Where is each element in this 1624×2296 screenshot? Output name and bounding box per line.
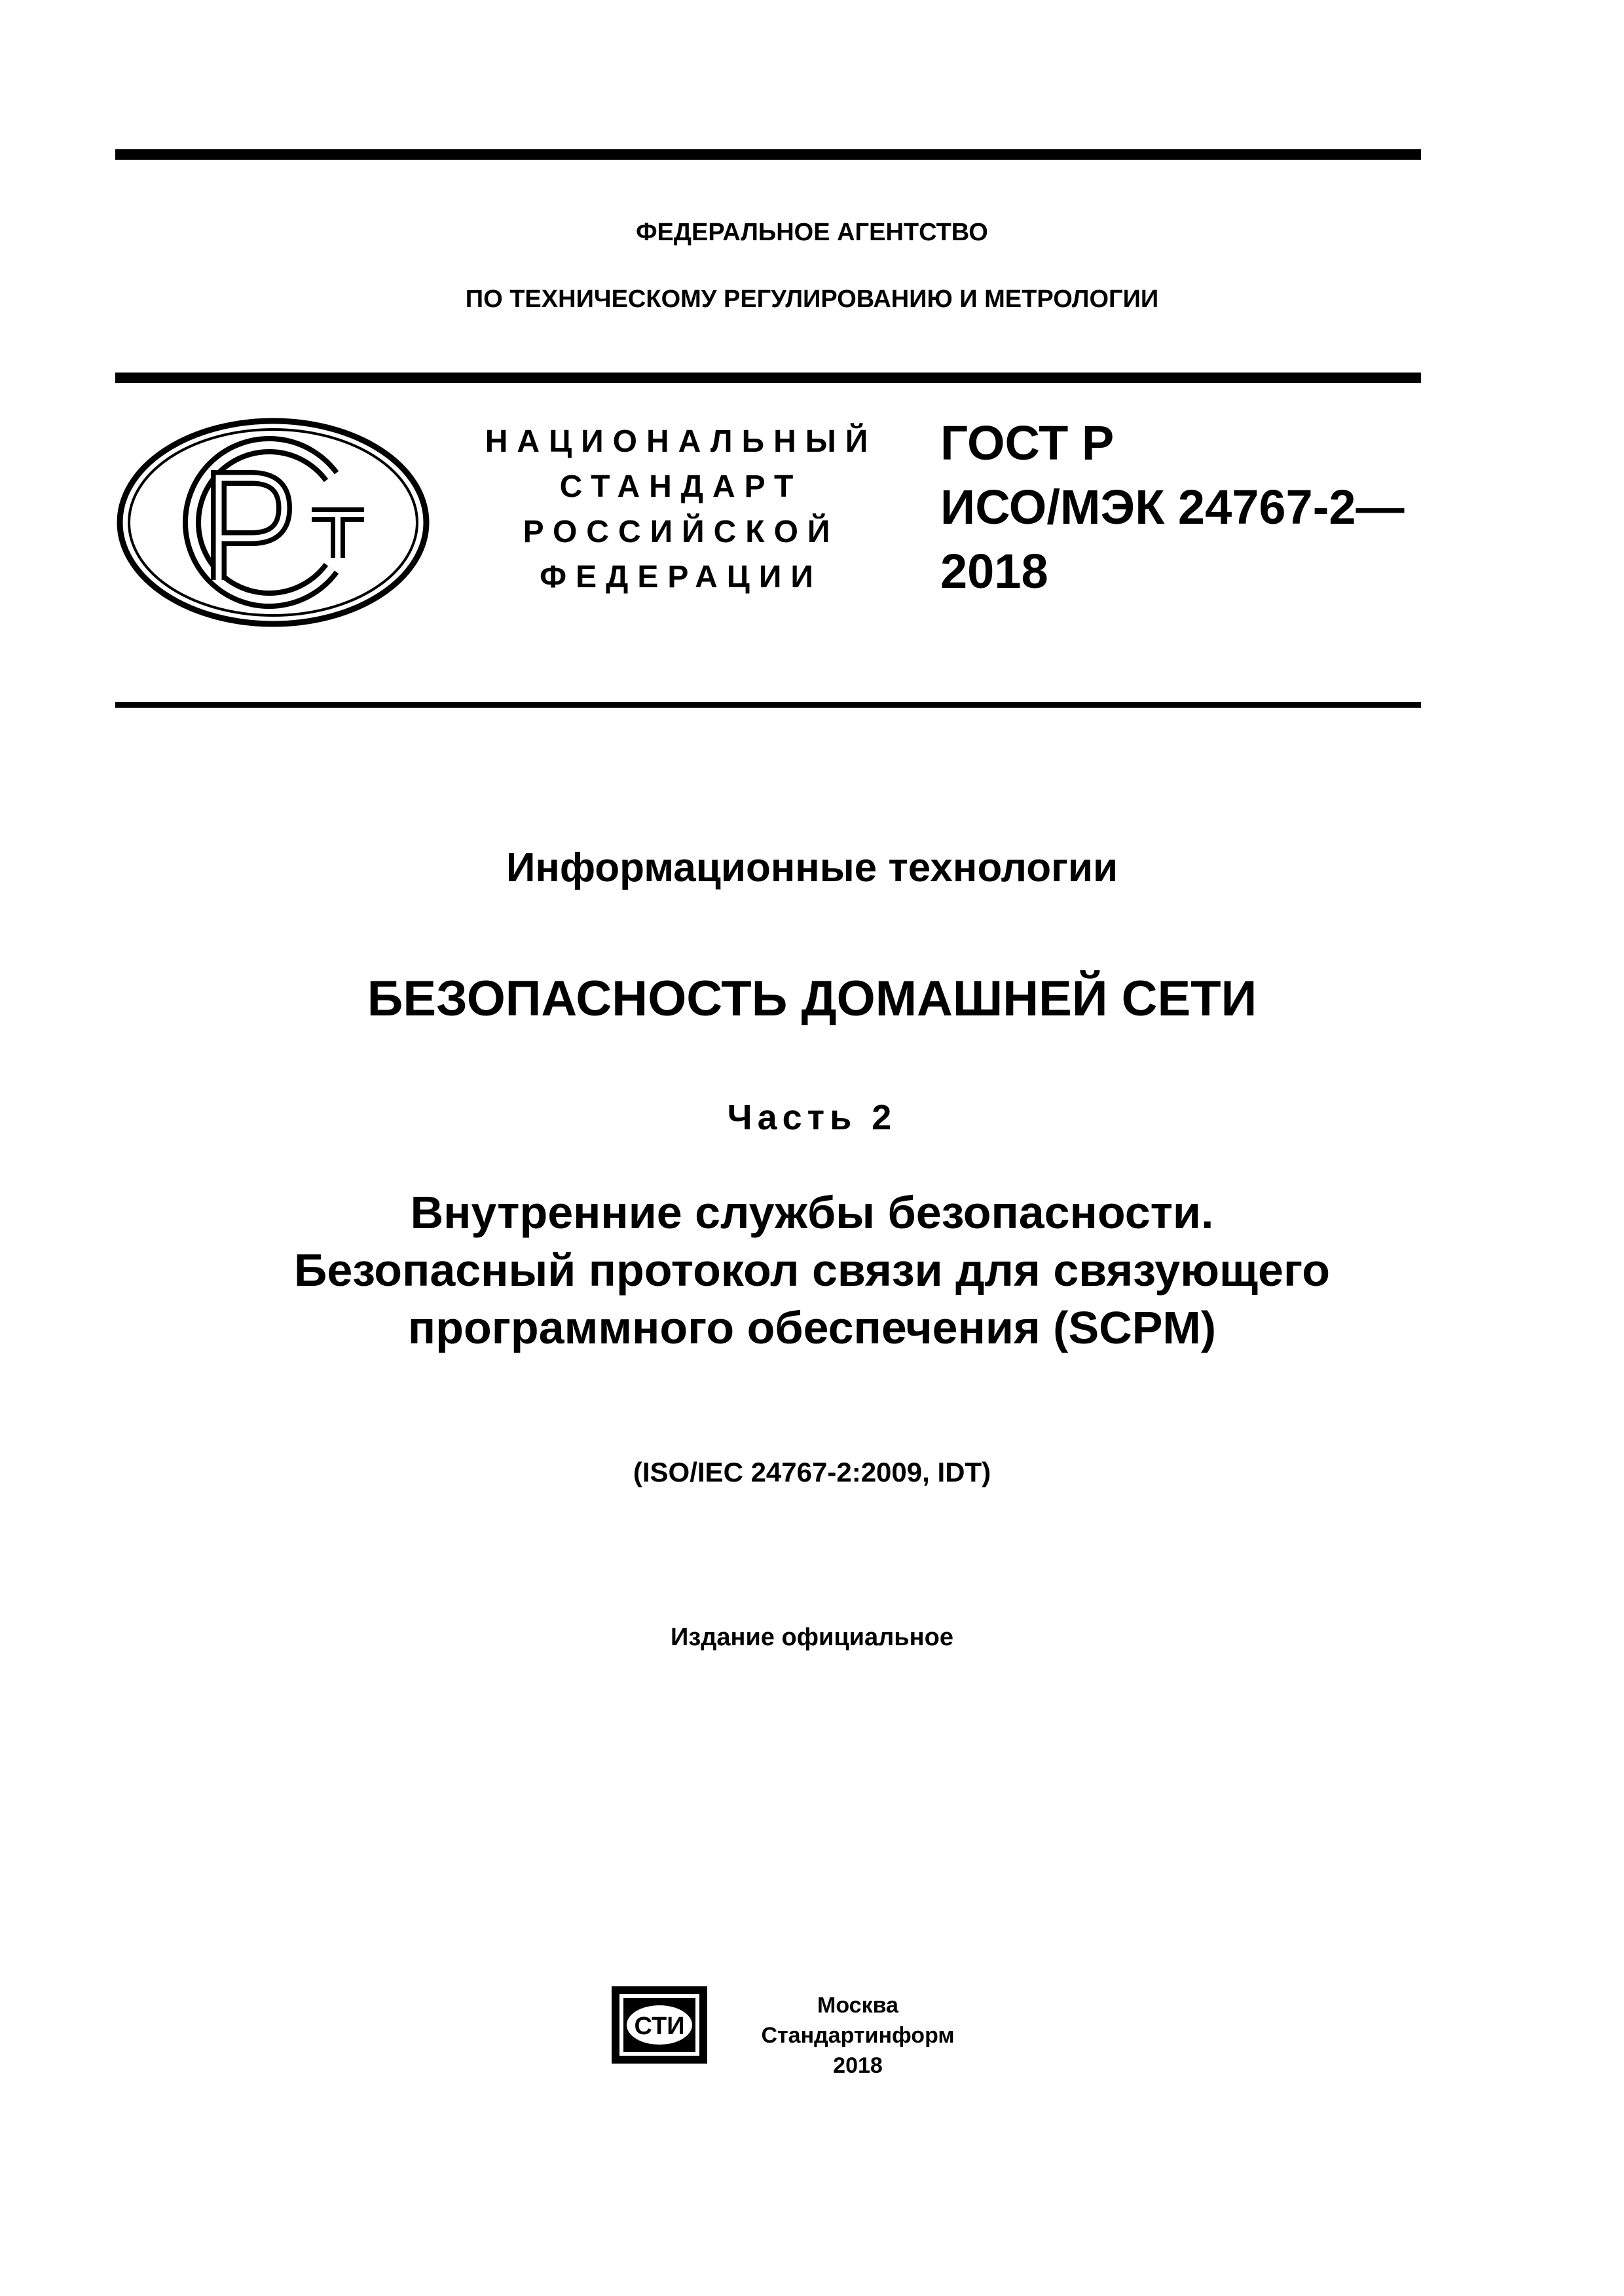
national-standard-label: [471, 419, 891, 600]
designation-line-3: 2018: [940, 544, 1048, 598]
top-rule: [115, 149, 1421, 160]
designation-line-1: ГОСТ Р: [940, 416, 1115, 470]
publication-year: 2018: [833, 2053, 883, 2078]
subject-heading: Информационные технологии: [506, 845, 1118, 890]
document-subtitle: [0, 1184, 1624, 1357]
iso-reference: (ISO/IEC 24767-2:2009, IDT): [633, 1457, 991, 1487]
publisher-name: Стандартинформ: [761, 2023, 955, 2048]
part-label: Часть 2: [727, 1098, 897, 1137]
publisher-imprint: [760, 1990, 956, 2081]
subtitle-line-1: Внутренние службы безопасности.: [410, 1187, 1214, 1238]
national-line-3: РОССИЙСКОЙ: [523, 515, 840, 549]
publisher-city: Москва: [817, 1993, 898, 2018]
subtitle-line-2: Безопасный протокол связи для связующего: [294, 1245, 1330, 1296]
subtitle-line-3: программного обеспечения (SCPM): [407, 1302, 1217, 1353]
edition-label: Издание официальное: [671, 1624, 953, 1651]
agency-line-1: ФЕДЕРАЛЬНОЕ АГЕНТСТВО: [636, 219, 988, 246]
national-line-2: СТАНДАРТ: [559, 469, 803, 504]
designation-line-2: ИСО/МЭК 24767-2—: [940, 480, 1405, 534]
standard-designation: [940, 411, 1405, 604]
national-line-1: НАЦИОНАЛЬНЫЙ: [485, 424, 877, 459]
middle-rule: [115, 373, 1421, 383]
agency-line-2: ПО ТЕХНИЧЕСКОМУ РЕГУЛИРОВАНИЮ И МЕТРОЛОГИИ: [465, 285, 1159, 313]
national-line-4: ФЕДЕРАЦИИ: [540, 560, 822, 594]
document-title: БЕЗОПАСНОСТЬ ДОМАШНЕЙ СЕТИ: [367, 971, 1257, 1027]
rst-conformity-logo-icon: [115, 416, 431, 629]
lower-rule: [115, 702, 1421, 708]
sti-logo-text: СТИ: [634, 2013, 685, 2040]
standartinform-logo-icon: [612, 1986, 707, 2064]
